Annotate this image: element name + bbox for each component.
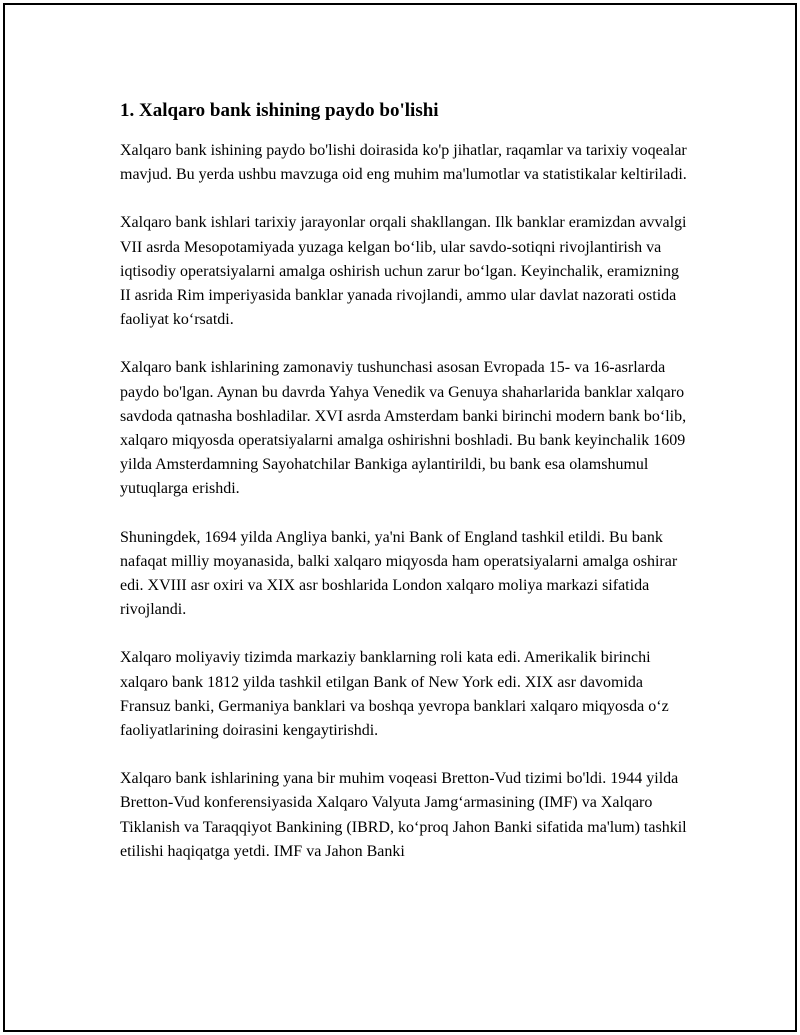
- paragraph-intro: Xalqaro bank ishining paydo bo'lishi doirasida ko'p jihatlar, raqamlar va tarixiy voqealar mavjud. Bu yerda ushbu mavzuga oid eng muhim ma'lumotlar va statistikalar keltiriladi.: [120, 142, 687, 184]
- paragraph-early-banks: Xalqaro bank ishlari tarixiy jarayonlar orqali shakllangan. Ilk banklar eramizdan avvalgi VII asrda Mesopotamiyada yuzaga kelgan bo‘lib, ular savdo-sotiqni rivojlantirish va iqtisodiy operatsiyalarni amalga oshirish uchun zarur bo‘lgan. Keyinchalik, eramizning II asrida Rim imperiyasida banklar yanada rivojlandi, ammo ular davlat nazorati ostida faoliyat ko‘rsatdi.: [120, 214, 687, 329]
- paragraph-modern-banking: Xalqaro bank ishlarining zamonaviy tushunchasi asosan Evropada 15- va 16-asrlarda paydo bo'lgan. Aynan bu davrda Yahya Venedik va Genuya shaharlarida banklar xalqaro savdoda qatnasha boshladilar. XVI asrda Amsterdam banki birinchi modern bank bo‘lib, xalqaro miqyosda operatsiyalarni amalga oshirishni boshladi. Bu bank keyinchalik 1609 yilda Amsterdamning Sayohatchilar Bankiga aylantirildi, bu bank esa olamshumul yutuqlarga erishdi.: [120, 359, 687, 498]
- document-content: [120, 97, 690, 888]
- paragraph-bretton-woods: Xalqaro bank ishlarining yana bir muhim voqeasi Bretton-Vud tizimi bo'ldi. 1944 yilda Bretton-Vud konferensiyasida Xalqaro Valyuta Jamg‘armasining (IMF) va Xalqaro Tiklanish va Taraqqiyot Bankining (IBRD, ko‘proq Jahon Banki sifatida ma'lum) tashkil etilishi haqiqatga yetdi. IMF va Jahon Banki: [120, 770, 687, 860]
- section-heading: 1. Xalqaro bank ishining paydo bo'lishi: [120, 100, 439, 121]
- paragraph-bank-of-england: Shuningdek, 1694 yilda Angliya banki, ya'ni Bank of England tashkil etildi. Bu bank nafaqat milliy moyanasida, balki xalqaro miqyosda ham operatsiyalarni amalga oshirar edi. XVIII asr oxiri va XIX asr boshlarida London xalqaro moliya markazi sifatida rivojlandi.: [120, 528, 678, 619]
- paragraph-central-banks: Xalqaro moliyaviy tizimda markaziy banklarning roli kata edi. Amerikalik birinchi xalqaro bank 1812 yilda tashkil etilgan Bank of New York edi. XIX asr davomida Fransuz banki, Germaniya banklari va boshqa yevropa banklari xalqaro miqyosda o‘z faoliyatlarining doirasini kengaytirishdi.: [120, 649, 669, 740]
- document-page: [3, 3, 797, 1032]
